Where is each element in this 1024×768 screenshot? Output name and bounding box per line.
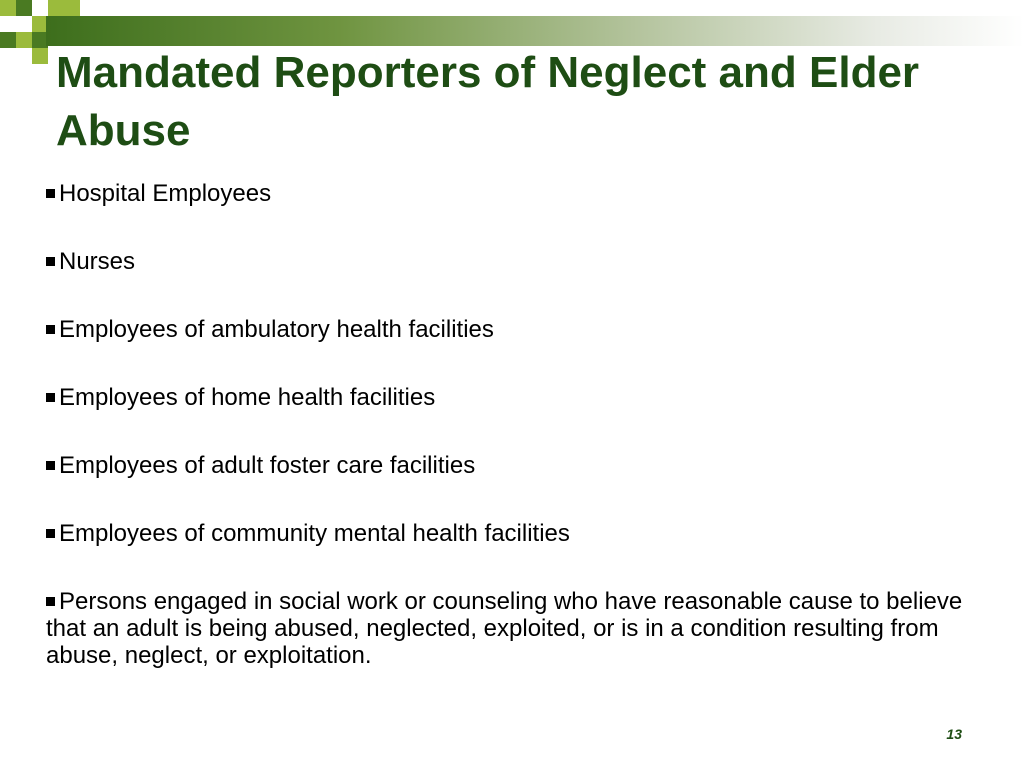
list-item xyxy=(46,180,976,207)
bullet-square-icon xyxy=(46,393,55,402)
bullet-square-icon xyxy=(46,325,55,334)
list-item-text: Persons engaged in social work or counseling who have reasonable cause to believe that an adult is being abused, neglected, exploited, or is in a condition resulting from abuse, neglect, or exploitation. xyxy=(46,588,963,669)
bullet-square-icon xyxy=(46,529,55,538)
list-item xyxy=(46,452,976,479)
bullet-square-icon xyxy=(46,189,55,198)
bullet-square-icon xyxy=(46,257,55,266)
decor-square xyxy=(32,48,48,64)
decor-square xyxy=(16,0,32,16)
bullet-square-icon xyxy=(46,461,55,470)
decor-square xyxy=(0,32,16,48)
bullet-list xyxy=(46,180,976,669)
list-item-text: Employees of adult foster care facilities xyxy=(59,452,476,479)
slide-title: Mandated Reporters of Neglect and Elder Abuse xyxy=(56,48,920,155)
decor-square xyxy=(16,32,32,48)
list-item-text: Employees of home health facilities xyxy=(59,384,436,411)
list-item xyxy=(46,588,976,669)
list-item xyxy=(46,248,976,275)
list-item-text: Hospital Employees xyxy=(59,180,272,207)
decor-square xyxy=(0,0,16,16)
list-item-text: Nurses xyxy=(59,248,136,275)
list-item xyxy=(46,384,976,411)
decor-square xyxy=(48,0,64,16)
list-item-text: Employees of community mental health facilities xyxy=(59,520,570,547)
list-item xyxy=(46,316,976,343)
page-number: 13 xyxy=(946,726,962,742)
list-item xyxy=(46,520,976,547)
title-gradient-bar xyxy=(46,16,1024,46)
bullet-square-icon xyxy=(46,597,55,606)
decor-square xyxy=(64,0,80,16)
list-item-text: Employees of ambulatory health facilities xyxy=(59,316,494,343)
